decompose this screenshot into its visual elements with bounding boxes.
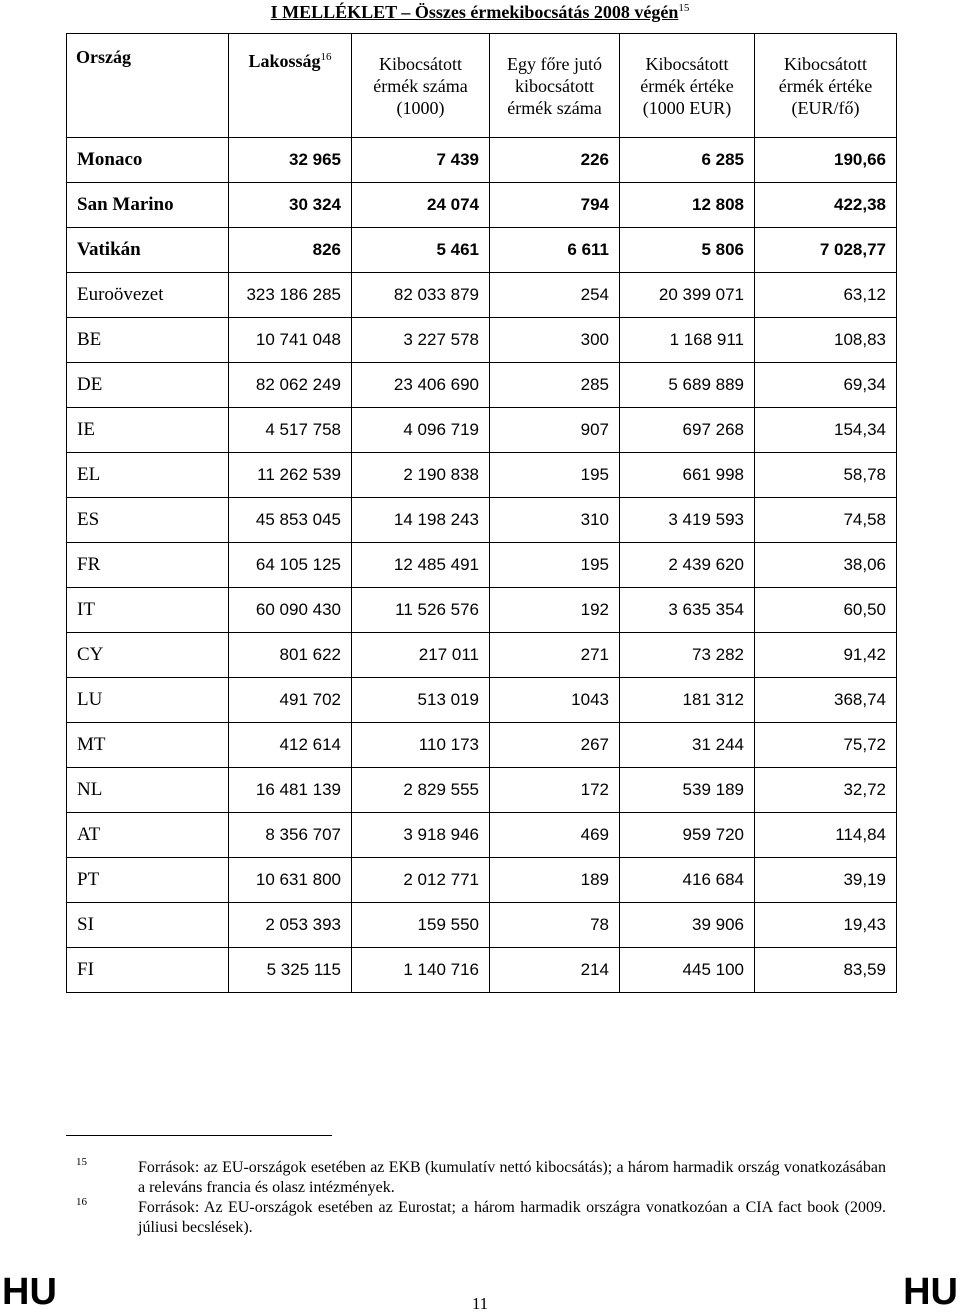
cell-value: 6 285 [620, 138, 755, 183]
table-row [67, 138, 897, 183]
table-row [67, 318, 897, 363]
table-row [67, 858, 897, 903]
cell-value-per-capita: 38,06 [755, 543, 897, 588]
cell-population: 2 053 393 [229, 903, 352, 948]
cell-coins: 2 190 838 [352, 453, 490, 498]
cell-per-capita: 214 [490, 948, 620, 993]
table-row [67, 408, 897, 453]
title-text: I MELLÉKLET – Összes érmekibocsátás 2008 végén [270, 2, 679, 22]
cell-coins: 24 074 [352, 183, 490, 228]
cell-population: 45 853 045 [229, 498, 352, 543]
cell-population: 30 324 [229, 183, 352, 228]
cell-population: 323 186 285 [229, 273, 352, 318]
header-population [229, 34, 352, 138]
cell-population: 8 356 707 [229, 813, 352, 858]
cell-value-per-capita: 7 028,77 [755, 228, 897, 273]
page-number: 11 [471, 1294, 489, 1313]
cell-per-capita: 195 [490, 543, 620, 588]
header-line: kibocsátott [515, 75, 594, 96]
cell-country: NL [67, 768, 229, 813]
cell-country: FI [67, 948, 229, 993]
cell-population: 10 631 800 [229, 858, 352, 903]
cell-value: 959 720 [620, 813, 755, 858]
table-row [67, 273, 897, 318]
cell-population: 4 517 758 [229, 408, 352, 453]
cell-value-per-capita: 154,34 [755, 408, 897, 453]
header-coins-issued [352, 34, 490, 138]
cell-population: 60 090 430 [229, 588, 352, 633]
cell-value: 445 100 [620, 948, 755, 993]
header-line: érmék értéke [640, 75, 734, 96]
cell-country: Euroövezet [67, 273, 229, 318]
table-row [67, 948, 897, 993]
footnote-number: 15 [76, 1156, 87, 1168]
cell-value: 661 998 [620, 453, 755, 498]
cell-value-per-capita: 190,66 [755, 138, 897, 183]
cell-value-per-capita: 91,42 [755, 633, 897, 678]
cell-country: FR [67, 543, 229, 588]
coin-issuance-table [66, 33, 897, 993]
cell-per-capita: 6 611 [490, 228, 620, 273]
cell-value-per-capita: 60,50 [755, 588, 897, 633]
cell-value-per-capita: 39,19 [755, 858, 897, 903]
cell-country: BE [67, 318, 229, 363]
cell-country: EL [67, 453, 229, 498]
cell-population: 64 105 125 [229, 543, 352, 588]
cell-value: 12 808 [620, 183, 755, 228]
header-line: Kibocsátott [784, 53, 867, 74]
cell-coins: 3 918 946 [352, 813, 490, 858]
cell-value: 2 439 620 [620, 543, 755, 588]
cell-coins: 1 140 716 [352, 948, 490, 993]
table-row [67, 633, 897, 678]
language-marker-left: HU [2, 1271, 57, 1313]
cell-value-per-capita: 19,43 [755, 903, 897, 948]
cell-country: ES [67, 498, 229, 543]
cell-value: 697 268 [620, 408, 755, 453]
cell-coins: 217 011 [352, 633, 490, 678]
header-line: érmék száma [507, 97, 602, 118]
cell-per-capita: 172 [490, 768, 620, 813]
table-row [67, 183, 897, 228]
cell-coins: 5 461 [352, 228, 490, 273]
cell-coins: 82 033 879 [352, 273, 490, 318]
cell-coins: 3 227 578 [352, 318, 490, 363]
cell-value: 3 419 593 [620, 498, 755, 543]
cell-value-per-capita: 83,59 [755, 948, 897, 993]
cell-country: San Marino [67, 183, 229, 228]
table-row [67, 723, 897, 768]
cell-value-per-capita: 63,12 [755, 273, 897, 318]
cell-per-capita: 267 [490, 723, 620, 768]
cell-value-per-capita: 32,72 [755, 768, 897, 813]
cell-coins: 110 173 [352, 723, 490, 768]
cell-per-capita: 254 [490, 273, 620, 318]
header-line: (1000) [396, 97, 445, 118]
header-line: Egy főre jutó [507, 53, 602, 74]
cell-per-capita: 1043 [490, 678, 620, 723]
table-row [67, 768, 897, 813]
cell-country: IE [67, 408, 229, 453]
cell-population: 82 062 249 [229, 363, 352, 408]
table-row [67, 543, 897, 588]
header-line: érmék értéke [778, 75, 873, 96]
cell-coins: 14 198 243 [352, 498, 490, 543]
page-title [0, 2, 960, 23]
cell-value: 5 689 889 [620, 363, 755, 408]
table-row [67, 453, 897, 498]
cell-country: SI [67, 903, 229, 948]
table-header-row [67, 34, 897, 138]
cell-per-capita: 907 [490, 408, 620, 453]
cell-population: 826 [229, 228, 352, 273]
cell-per-capita: 195 [490, 453, 620, 498]
cell-value: 181 312 [620, 678, 755, 723]
cell-country: CY [67, 633, 229, 678]
language-marker-right: HU [903, 1271, 958, 1313]
table-row [67, 813, 897, 858]
footnote-number: 16 [76, 1196, 87, 1208]
cell-per-capita: 794 [490, 183, 620, 228]
cell-coins: 23 406 690 [352, 363, 490, 408]
cell-value-per-capita: 74,58 [755, 498, 897, 543]
cell-country: Vatikán [67, 228, 229, 273]
cell-coins: 4 096 719 [352, 408, 490, 453]
header-per-capita [490, 34, 620, 138]
cell-value-per-capita: 108,83 [755, 318, 897, 363]
title-footnote-ref: 15 [678, 2, 690, 14]
header-value [620, 34, 755, 138]
cell-value-per-capita: 114,84 [755, 813, 897, 858]
table-row [67, 498, 897, 543]
header-line: Kibocsátott [645, 53, 729, 74]
cell-country: LU [67, 678, 229, 723]
cell-per-capita: 300 [490, 318, 620, 363]
cell-value: 20 399 071 [620, 273, 755, 318]
header-country: Ország [67, 34, 229, 138]
cell-population: 11 262 539 [229, 453, 352, 498]
cell-per-capita: 189 [490, 858, 620, 903]
cell-coins: 513 019 [352, 678, 490, 723]
cell-country: MT [67, 723, 229, 768]
cell-country: PT [67, 858, 229, 903]
header-population-label: Lakosság [248, 51, 321, 71]
cell-coins: 2 012 771 [352, 858, 490, 903]
cell-value: 39 906 [620, 903, 755, 948]
table-row [67, 228, 897, 273]
cell-per-capita: 192 [490, 588, 620, 633]
cell-population: 801 622 [229, 633, 352, 678]
cell-value: 1 168 911 [620, 318, 755, 363]
cell-coins: 7 439 [352, 138, 490, 183]
cell-per-capita: 78 [490, 903, 620, 948]
table-row [67, 588, 897, 633]
cell-country: Monaco [67, 138, 229, 183]
cell-per-capita: 469 [490, 813, 620, 858]
table-row [67, 678, 897, 723]
table-row [67, 363, 897, 408]
cell-value: 73 282 [620, 633, 755, 678]
cell-value-per-capita: 368,74 [755, 678, 897, 723]
cell-value-per-capita: 75,72 [755, 723, 897, 768]
cell-population: 16 481 139 [229, 768, 352, 813]
cell-value: 539 189 [620, 768, 755, 813]
cell-country: DE [67, 363, 229, 408]
cell-value-per-capita: 58,78 [755, 453, 897, 498]
header-value-per-capita [755, 34, 897, 138]
cell-value: 416 684 [620, 858, 755, 903]
cell-per-capita: 285 [490, 363, 620, 408]
cell-coins: 11 526 576 [352, 588, 490, 633]
header-line: érmék száma [373, 75, 468, 96]
footnote-text: Források: Az EU-országok esetében az Eurostat; a három harmadik országra vonatkozóan a CIA fact book (2009. júliusi becslések). [138, 1199, 886, 1236]
cell-per-capita: 226 [490, 138, 620, 183]
cell-country: AT [67, 813, 229, 858]
header-line: Kibocsátott [379, 53, 462, 74]
cell-population: 32 965 [229, 138, 352, 183]
cell-per-capita: 271 [490, 633, 620, 678]
header-line: (1000 EUR) [642, 97, 732, 118]
cell-value: 5 806 [620, 228, 755, 273]
cell-coins: 2 829 555 [352, 768, 490, 813]
cell-value-per-capita: 69,34 [755, 363, 897, 408]
cell-coins: 159 550 [352, 903, 490, 948]
cell-country: IT [67, 588, 229, 633]
footnote-separator [66, 1135, 332, 1136]
cell-value-per-capita: 422,38 [755, 183, 897, 228]
cell-population: 491 702 [229, 678, 352, 723]
cell-population: 5 325 115 [229, 948, 352, 993]
cell-value: 31 244 [620, 723, 755, 768]
cell-population: 412 614 [229, 723, 352, 768]
cell-population: 10 741 048 [229, 318, 352, 363]
header-line: (EUR/fő) [791, 97, 860, 118]
table-row [67, 903, 897, 948]
footnote-text: Források: az EU-országok esetében az EKB (kumulatív nettó kibocsátás); a három harmadik ország vonatkozásában a releváns francia és olasz intézmények. [138, 1159, 886, 1196]
cell-coins: 12 485 491 [352, 543, 490, 588]
cell-value: 3 635 354 [620, 588, 755, 633]
header-population-ref: 16 [320, 51, 332, 63]
cell-per-capita: 310 [490, 498, 620, 543]
